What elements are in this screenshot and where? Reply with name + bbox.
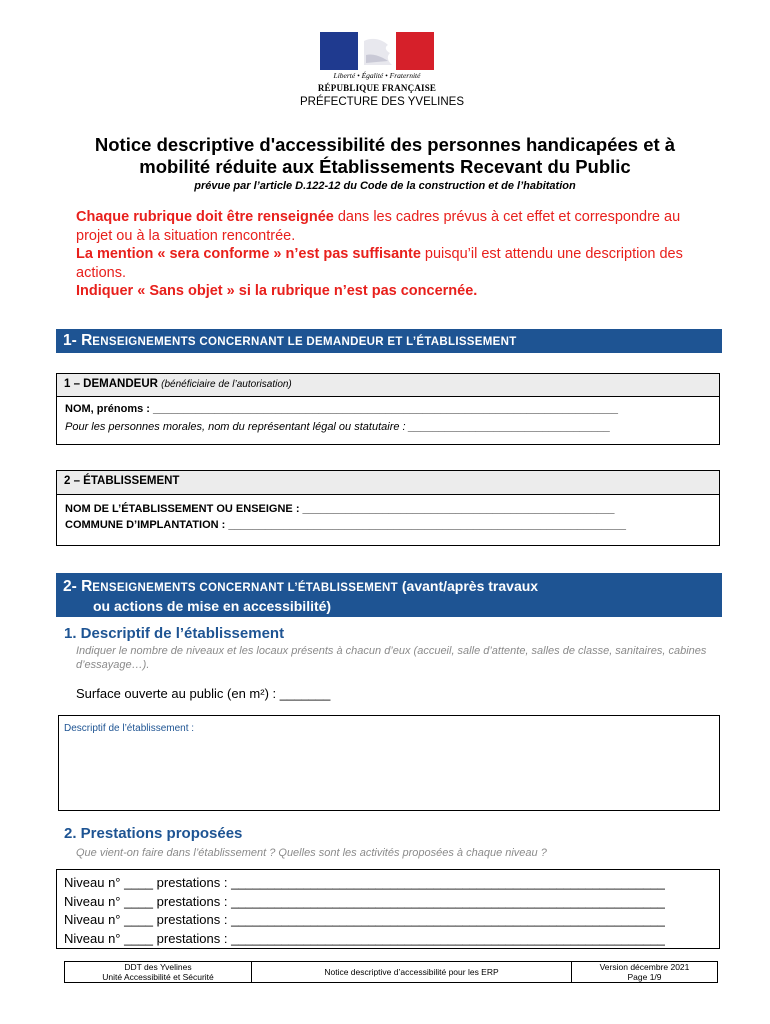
- logo-white-band: [358, 32, 396, 70]
- descriptif-box-label: Descriptif de l’établissement :: [64, 723, 195, 734]
- prestations-hint: Que vient-on faire dans l’établissement ? Quelles sont les activités proposées à chaque niveau ?: [76, 847, 547, 859]
- footer-document-name: Notice descriptive d’accessibilité pour les ERP: [252, 962, 572, 982]
- title-line-2: mobilité réduite aux Établissements Recevant du Public: [139, 156, 631, 177]
- document-title: [40, 134, 730, 178]
- marianne-profile-icon: [362, 35, 398, 69]
- etablissement-header: 2 – ÉTABLISSEMENT: [57, 471, 719, 495]
- section-2-header: 2- RENSEIGNEMENTS CONCERNANT L’ÉTABLISSEMENT (avant/après travaux ou actions de mise en accessibilité): [56, 573, 722, 617]
- demandeur-name-field[interactable]: NOM, prénoms : ____________________________________________________________________________: [65, 403, 618, 415]
- warning-paragraph-1: Chaque rubrique doit être renseignée dans les cadres prévus à cet effet et correspondre au projet ou à la situation rencontrée.: [76, 209, 681, 244]
- section-1-header: 1- RENSEIGNEMENTS CONCERNANT LE DEMANDEUR ET L’ÉTABLISSEMENT: [56, 329, 722, 353]
- etablissement-box: [56, 470, 720, 546]
- etablissement-name-field[interactable]: NOM DE L’ÉTABLISSEMENT OU ENSEIGNE : ___________________________________________________: [65, 503, 615, 515]
- level-prestations-field[interactable]: Niveau n° ____ prestations : ____________________________________________________________: [64, 912, 665, 927]
- commune-field[interactable]: COMMUNE D’IMPLANTATION : _________________________________________________________________: [65, 519, 626, 531]
- instructions-warning: [76, 208, 696, 301]
- logo-blue-band: [320, 32, 358, 70]
- descriptif-textarea[interactable]: [58, 715, 720, 811]
- demandeur-box: [56, 373, 720, 445]
- page-footer: [64, 961, 718, 983]
- legal-representative-field[interactable]: Pour les personnes morales, nom du représentant légal ou statutaire : _________________________________: [65, 421, 611, 433]
- surface-field[interactable]: Surface ouverte au public (en m²) : _______: [76, 686, 331, 701]
- republic-name: RÉPUBLIQUE FRANÇAISE: [317, 83, 437, 93]
- republic-motto: Liberté • Égalité • Fraternité: [333, 71, 421, 80]
- prestations-box: [56, 869, 720, 949]
- logo-red-band: [396, 32, 434, 70]
- warning-paragraph-3: Indiquer « Sans objet » si la rubrique n’est pas concernée.: [76, 283, 478, 300]
- level-prestations-field[interactable]: Niveau n° ____ prestations : ____________________________________________________________: [64, 893, 665, 909]
- title-line-1: Notice descriptive d'accessibilité des personnes handicapées et à: [94, 134, 676, 155]
- descriptif-title: 1. Descriptif de l’établissement: [64, 625, 285, 642]
- document-subtitle: prévue par l’article D.122-12 du Code de la construction et de l’habitation: [194, 180, 576, 192]
- level-prestations-field[interactable]: Niveau n° ____ prestations : ____________________________________________________________: [64, 875, 665, 890]
- footer-version: Version décembre 2021 Page 1/9: [599, 962, 690, 982]
- descriptif-hint: Indiquer le nombre de niveaux et les locaux présents à chacun d’eux (accueil, salle d’attente, salles de classe, sanitaires, cabines d’essayage…).: [76, 645, 707, 671]
- page-number: Page 1/9: [627, 972, 662, 982]
- prestations-title: 2. Prestations proposées: [64, 825, 243, 842]
- footer-issuer: DDT des Yvelines Unité Accessibilité et Sécurité: [65, 962, 252, 982]
- demandeur-header: 1 – DEMANDEUR (bénéficiaire de l’autorisation): [57, 374, 719, 397]
- prefecture-name: PRÉFECTURE DES YVELINES: [299, 96, 465, 108]
- marianne-logo: [320, 32, 434, 70]
- warning-paragraph-2: La mention « sera conforme » n’est pas suffisante puisqu’il est attendu une description des actions.: [76, 246, 683, 281]
- level-prestations-field[interactable]: Niveau n° ____ prestations : ____________________________________________________________: [64, 930, 665, 946]
